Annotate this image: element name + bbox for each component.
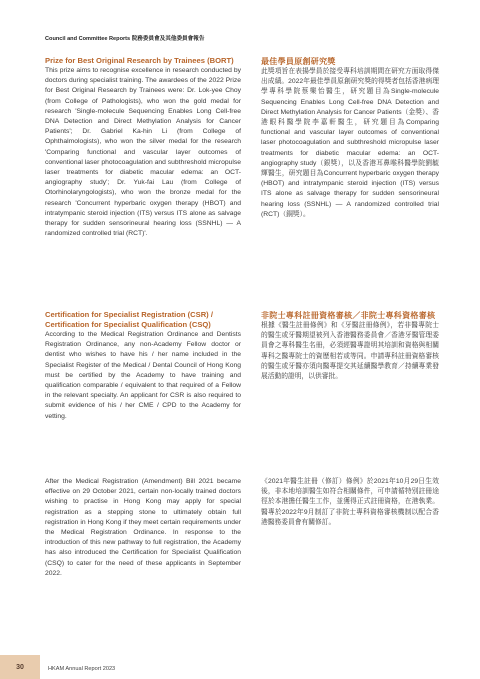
csr-title-zh: 非院士專科註冊資格審核／非院士專科資格審核 bbox=[261, 311, 436, 320]
csr-body2-zh: 《2021年醫生註冊（修訂）條例》於2021年10月29日生效後，非本地培訓醫生如符合相關條件，可申請循特別註冊途徑於本港擔任醫生工作，並獲得正式註冊資格，在港執業。醫專於2022年9月制訂了非院士專科資格審核機制以配合香港醫務委員會有關修訂。 bbox=[261, 478, 439, 526]
page-number: 30 bbox=[0, 655, 40, 679]
bort-body-en: This prize aims to recognise excellence in research conducted by doctors during specialist training. The awardees of the 2022 Prize for Best Original Research by Trainees were: Dr. Lok-yee Choy (from College of Pathologists), who won the gold medal for research 'Single-molecule Sequencing Enables Long Cell-free DNA Detection and Direct Methylation Analysis for Cancer Patients'; Dr. Gabriel Ka-hin Li (from College of Ophthalmologists), who won the silver medal for the research 'Comparing functional and vascular layer outcomes of conventional laser photocoagulation and subthreshold micropulse laser treatments for diabetic macular edema: an OCT-angiography study'; Dr. Yuk-fai Lau (from College of Otorhinolaryngologists), who won the bronze medal for the research 'Concurrent hyperbaric oxygen therapy (HBOT) and intratympanic steroid injection (ITS) versus ITS alone as salvage therapy for sudden sensorineural hearing loss (SSNHL) — A randomized controlled trial (RCT)'. bbox=[45, 67, 241, 238]
english-csr-section-2 bbox=[45, 477, 241, 579]
bort-body-zh: 此獎項旨在表揚學員於接受專科培訓期間在研究方面取得傑出成績。2022年最佳學員原創研究獎的得獎者包括香港病理學專科學院蔡樂怡醫生，研究題目為Single-molecule Sequencing Enables Long Cell-free DNA Detection and Direct Methylation Analysis for Cancer Patients（金獎）、香港眼科醫學院李嘉軒醫生，研究題目為Comparing functional and vascular layer outcomes of conventional laser photocoagulation and subthreshold micropulse laser treatments for diabetic macular edema: an OCT-angiography study（銀獎），以及香港耳鼻喉科醫學院劉毓輝醫生，研究題目為Concurrent hyperbaric oxygen therapy (HBOT) and intratympanic steroid injection (ITS) versus ITS alone as salvage therapy for sudden sensorineural hearing loss (SSNHL) — A randomized controlled trial (RCT)（銅獎）。 bbox=[261, 68, 439, 218]
english-csr-section bbox=[45, 310, 241, 422]
page-header: Council and Committee Reports 院務委員會及其他委員會報告 bbox=[45, 36, 205, 42]
chinese-csr-section-2 bbox=[261, 477, 439, 528]
bort-title-zh: 最佳學員原創研究獎 bbox=[261, 57, 336, 66]
english-bort-section bbox=[45, 56, 241, 239]
csr-body2-en: After the Medical Registration (Amendment) Bill 2021 became effective on 29 October 2021, certain non-locally trained doctors wishing to practise in Hong Kong may apply for special registration as a stepping stone to ultimately obtain full registration in Hong Kong if they meet certain requirements under the Medical Registration Ordinance. In response to the introduction of this new pathway to full registration, the Academy has also introduced the Certification for Specialist Qualification (CSQ) to cater for the need of these applicants in September 2022. bbox=[45, 478, 241, 577]
bort-title-en: Prize for Best Original Research by Trainees (BORT) bbox=[45, 56, 234, 65]
page-footer bbox=[0, 655, 480, 679]
chinese-csr-section bbox=[261, 310, 439, 382]
chinese-bort-section bbox=[261, 56, 439, 220]
csr-title-en: Certification for Specialist Registration (CSR) / Certification for Specialist Qualification (CSQ) bbox=[45, 310, 213, 329]
csr-body1-en: According to the Medical Registration Ordinance and Dentists Registration Ordinance, any non-Academy Fellow doctor or dentist who wishes to have his / her name included in the Specialist Register of the Medical / Dental Council of Hong Kong must be certified by the Academy to have training and qualification comparable / equivalent to that required of a Fellow in the relevant specialty. An applicant for CSR is also required to submit evidence of his / her CME / CPD to the Academy for vetting. bbox=[45, 331, 241, 420]
footer-report-title: HKAM Annual Report 2023 bbox=[48, 666, 116, 672]
csr-body1-zh: 根據《醫生註冊條例》和《牙醫註冊條例》，若非醫專院士的醫生或牙醫期望被列入香港醫務委員會／香港牙醫管理委員會之專科醫生名冊，必須經醫專證明其培訓和資格與相關專科之醫專院士的資歷相若或等同。申請專科註冊資格審核的醫生或牙醫亦須向醫專提交其延續醫學教育／持續專業發展活動的證明，以供審批。 bbox=[261, 322, 439, 381]
